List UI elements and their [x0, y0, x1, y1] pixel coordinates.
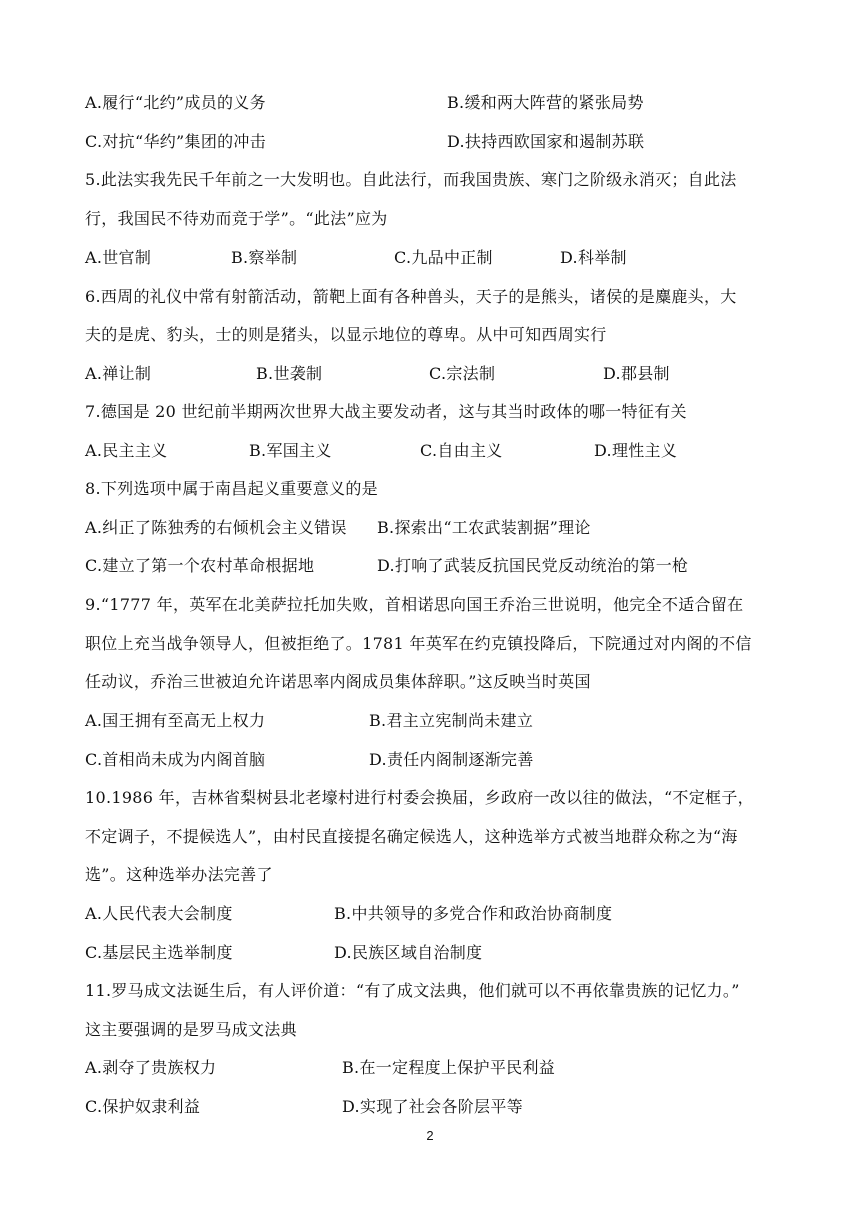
q6-option-d: D.郡县制	[603, 364, 670, 383]
q6-stem-line-1: 6.西周的礼仪中常有射箭活动，箭靶上面有各种兽头，天子的是熊头，诸侯的是麋鹿头，大	[85, 287, 737, 306]
q8-option-a: A.纠正了陈独秀的右倾机会主义错误	[85, 518, 347, 537]
q9-stem-line-3: 任动议，乔治三世被迫允许诺思率内阁成员集体辞职。”这反映当时英国	[85, 672, 591, 691]
q11-option-a: A.剥夺了贵族权力	[85, 1058, 217, 1077]
q10-option-d: D.民族区域自治制度	[334, 943, 483, 962]
q10-option-a: A.人民代表大会制度	[85, 904, 233, 923]
q10-option-c: C.基层民主选举制度	[85, 943, 233, 962]
q11-option-c: C.保护奴隶利益	[85, 1097, 201, 1116]
q8-stem-line-1: 8.下列选项中属于南昌起义重要意义的是	[85, 479, 378, 498]
q10-option-b: B.中共领导的多党合作和政治协商制度	[334, 904, 613, 923]
q9-option-d: D.责任内阁制逐渐完善	[369, 750, 534, 769]
q7-option-a: A.民主主义	[85, 441, 168, 460]
q7-option-c: C.自由主义	[420, 441, 503, 460]
q9-stem-line-1: 9.“1777 年，英军在北美萨拉托加失败，首相诺思向国王乔治三世说明，他完全不适合留在	[85, 595, 744, 614]
q9-option-a: A.国王拥有至高无上权力	[85, 711, 266, 730]
q5-option-c: C.九品中正制	[394, 248, 493, 267]
q7-option-d: D.理性主义	[594, 441, 678, 460]
q4-option-b: B.缓和两大阵营的紧张局势	[447, 93, 644, 112]
q10-stem-line-1: 10.1986 年，吉林省梨树县北老壕村进行村委会换届，乡政府一改以往的做法，“不定框子，	[85, 788, 754, 807]
q5-stem-line-1: 5.此法实我先民千年前之一大发明也。自此法行，而我国贵族、寒门之阶级永消灭；自此法	[85, 170, 737, 189]
q10-stem-line-3: 选”。这种选举办法完善了	[85, 865, 273, 884]
page-number: 2	[426, 1128, 434, 1143]
q9-option-b: B.君主立宪制尚未建立	[369, 711, 534, 730]
q5-stem-line-2: 行，我国民不待劝而竞于学”。“此法”应为	[85, 209, 388, 228]
q10-stem-line-2: 不定调子，不提候选人”，由村民直接提名确定候选人，这种选举方式被当地群众称之为“海	[85, 827, 738, 846]
q9-stem-line-2: 职位上充当战争领导人，但被拒绝了。1781 年英军在约克镇投降后，下院通过对内阁的不信	[85, 634, 752, 653]
q7-stem-line-1: 7.德国是 20 世纪前半期两次世界大战主要发动者，这与其当时政体的哪一特征有关	[85, 402, 687, 421]
q8-option-d: D.打响了武装反抗国民党反动统治的第一枪	[377, 556, 689, 575]
q5-option-b: B.察举制	[231, 248, 298, 267]
q11-stem-line-2: 这主要强调的是罗马成文法典	[85, 1020, 297, 1039]
q4-option-d: D.扶持西欧国家和遏制苏联	[447, 132, 645, 151]
q11-stem-line-1: 11.罗马成文法诞生后，有人评价道：“有了成文法典，他们就可以不再依靠贵族的记忆力。”	[85, 981, 740, 1000]
q5-option-d: D.科举制	[560, 248, 627, 267]
q4-option-c: C.对抗“华约”集团的冲击	[85, 132, 267, 151]
q6-option-c: C.宗法制	[429, 364, 496, 383]
q8-option-b: B.探索出“工农武装割据”理论	[377, 518, 591, 537]
q6-option-a: A.禅让制	[85, 364, 152, 383]
q8-option-c: C.建立了第一个农村革命根据地	[85, 556, 315, 575]
q5-option-a: A.世官制	[85, 248, 152, 267]
q9-option-c: C.首相尚未成为内阁首脑	[85, 750, 266, 769]
q6-option-b: B.世袭制	[256, 364, 323, 383]
q4-option-a: A.履行“北约”成员的义务	[85, 93, 266, 112]
q6-stem-line-2: 夫的是虎、豹头，士的则是猪头，以显示地位的尊卑。从中可知西周实行	[85, 325, 607, 344]
q7-option-b: B.军国主义	[249, 441, 332, 460]
q11-option-d: D.实现了社会各阶层平等	[342, 1097, 523, 1116]
q11-option-b: B.在一定程度上保护平民利益	[342, 1058, 556, 1077]
